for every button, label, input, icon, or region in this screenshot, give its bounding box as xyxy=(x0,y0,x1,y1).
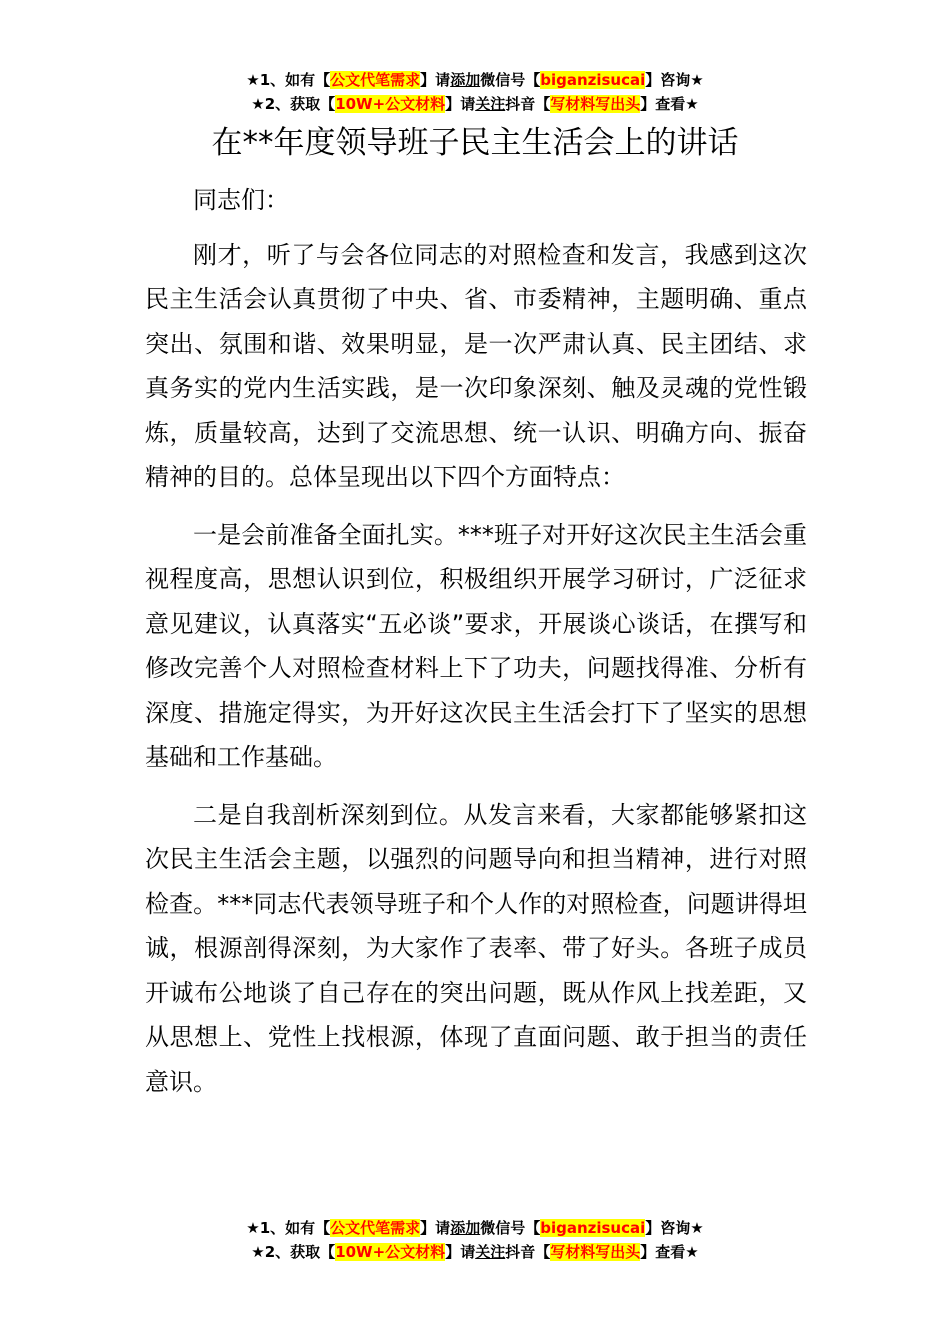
footer-banner xyxy=(0,1216,950,1264)
paragraph-point-2: 二是自我剖析深刻到位。从发言来看，大家都能够紧扣这次民主生活会主题，以强烈的问题导向和担当精神，进行对照检查。***同志代表领导班子和个人作的对照检查，问题讲得坦诚，根源剖得深刻，为大家作了表率、带了好头。各班子成员开诚布公地谈了自己存在的突出问题，既从作风上找差距，又从思想上、党性上找根源，体现了直面问题、敢于担当的责任意识。 xyxy=(145,800,807,1096)
underlined-text: 关注 xyxy=(475,95,506,113)
highlight-douyin-account: 写材料写出头 xyxy=(550,1243,641,1261)
banner-text: ★2、获取【 xyxy=(251,1243,336,1261)
banner-text: 】请 xyxy=(420,71,451,89)
document-title: 在**年度领导班子民主生活会上的讲话 xyxy=(211,125,739,161)
highlight-service: 公文代笔需求 xyxy=(330,71,421,89)
banner-line-1 xyxy=(0,68,950,92)
highlight-service: 公文代笔需求 xyxy=(330,1219,421,1237)
banner-text: 】请 xyxy=(445,95,476,113)
underlined-text: 添加 xyxy=(450,71,481,89)
paragraph-intro: 刚才，听了与会各位同志的对照检查和发言，我感到这次民主生活会认真贯彻了中央、省、市委精神，主题明确、重点突出、氛围和谐、效果明显，是一次严肃认真、民主团结、求真务实的党内生活实践，是一次印象深刻、触及灵魂的党性锻炼，质量较高，达到了交流思想、统一认识、明确方向、振奋精神的目的。总体呈现出以下四个方面特点： xyxy=(145,240,807,491)
highlight-wechat-id: biganzisucai xyxy=(540,1219,646,1237)
paragraph-point-1: 一是会前准备全面扎实。***班子对开好这次民主生活会重视程度高，思想认识到位，积极组织开展学习研讨，广泛征求意见建议，认真落实“五必谈”要求，开展谈心谈话，在撰写和修改完善个人对照检查材料上下了功夫，问题找得准、分析有深度、措施定得实，为开好这次民主生活会打下了坚实的思想基础和工作基础。 xyxy=(145,520,807,771)
banner-line-2 xyxy=(0,92,950,116)
salutation: 同志们： xyxy=(193,186,289,214)
banner-text: 抖音【 xyxy=(505,95,551,113)
banner-text: 】查看★ xyxy=(640,95,699,113)
banner-text: 】查看★ xyxy=(640,1243,699,1261)
banner-line-2 xyxy=(0,1240,950,1264)
banner-line-1 xyxy=(0,1216,950,1240)
banner-text: ★1、如有【 xyxy=(246,71,331,89)
banner-text: ★1、如有【 xyxy=(246,1219,331,1237)
highlight-wechat-id: biganzisucai xyxy=(540,71,646,89)
highlight-douyin-account: 写材料写出头 xyxy=(550,95,641,113)
highlight-materials: 10W+公文材料 xyxy=(335,1243,446,1261)
underlined-text: 添加 xyxy=(450,1219,481,1237)
highlight-materials: 10W+公文材料 xyxy=(335,95,446,113)
document-body xyxy=(145,178,807,1104)
banner-text: 】咨询★ xyxy=(645,71,704,89)
underlined-text: 关注 xyxy=(475,1243,506,1261)
banner-text: 】请 xyxy=(445,1243,476,1261)
banner-text: 微信号【 xyxy=(480,1219,541,1237)
banner-text: 】咨询★ xyxy=(645,1219,704,1237)
header-banner xyxy=(0,68,950,116)
banner-text: 微信号【 xyxy=(480,71,541,89)
banner-text: ★2、获取【 xyxy=(251,95,336,113)
banner-text: 】请 xyxy=(420,1219,451,1237)
banner-text: 抖音【 xyxy=(505,1243,551,1261)
